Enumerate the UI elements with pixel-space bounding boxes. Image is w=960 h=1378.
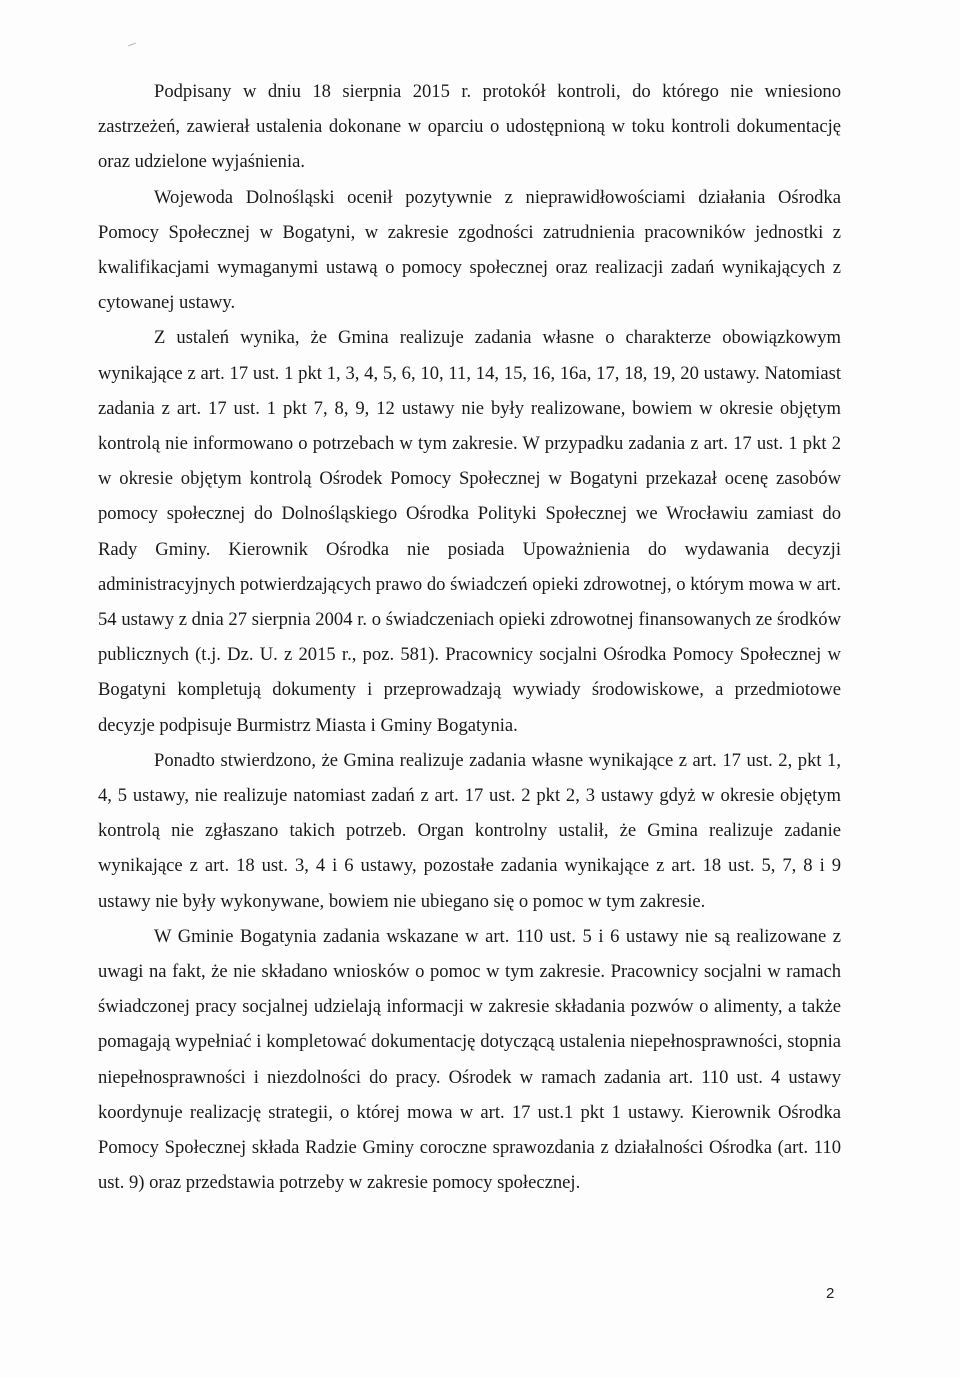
paragraph-bogatynia-tasks: W Gminie Bogatynia zadania wskazane w art. 110 ust. 5 i 6 ustawy nie są realizowane z uwagi na fakt, że nie składano wniosków o pomoc w tym zakresie. Pracownicy socjalni w ramach świadczonej pracy socjalnej udzielają informacji w zakresie składania pozwów o alimenty, a także pomagają wypełniać i kompletować dokumentację dotyczącą ustalenia niepełnosprawności, stopnia niepełnosprawności i niezdolności do pracy. Ośrodek w ramach zadania art. 110 ust. 4 ustawy koordynuje realizację strategii, o której mowa w art. 17 ust.1 pkt 1 ustawy. Kierownik Ośrodka Pomocy Społecznej składa Radzie Gminy coroczne sprawozdania z działalności Ośrodka (art. 110 ust. 9) oraz przedstawia potrzeby w zakresie pomocy społecznej. [98, 925, 841, 1194]
document-body [98, 74, 841, 1201]
paragraph-assessment: Wojewoda Dolnośląski ocenił pozytywnie z nieprawidłowościami działania Ośrodka Pomocy Społecznej w Bogatyni, w zakresie zgodności zatrudnienia pracowników jednostki z kwalifikacjami wymaganymi ustawą o pomocy społecznej oraz realizacji zadań wynikających z cytowanej ustawy. [98, 186, 841, 314]
paragraph-signature-note: Podpisany w dniu 18 sierpnia 2015 r. protokół kontroli, do którego nie wniesiono zastrzeżeń, zawierał ustalenia dokonane w oparciu o udostępnioną w toku kontroli dokumentację oraz udzielone wyjaśnienia. [98, 81, 841, 173]
paragraph-findings: Z ustaleń wynika, że Gmina realizuje zadania własne o charakterze obowiązkowym wynikające z art. 17 ust. 1 pkt 1, 3, 4, 5, 6, 10, 11, 14, 15, 16, 16a, 17, 18, 19, 20 ustawy. Natomiast zadania z art. 17 ust. 1 pkt 7, 8, 9, 12 ustawy nie były realizowane, bowiem w okresie objętym kontrolą nie informowano o potrzebach w tym zakresie. W przypadku zadania z art. 17 ust. 1 pkt 2 w okresie objętym kontrolą Ośrodek Pomocy Społecznej w Bogatyni przekazał ocenę zasobów pomocy społecznej do Dolnośląskiego Ośrodka Polityki Społecznej we Wrocławiu zamiast do Rady Gminy. Kierownik Ośrodka nie posiada Upoważnienia do wydawania decyzji administracyjnych potwierdzających prawo do świadczeń opieki zdrowotnej, o którym mowa w art. 54 ustawy z dnia 27 sierpnia 2004 r. o świadczeniach opieki zdrowotnej finansowanych ze środków publicznych (t.j. Dz. U. z 2015 r., poz. 581). Pracownicy socjalni Ośrodka Pomocy Społecznej w Bogatyni kompletują dokumenty i przeprowadzają wywiady środowiskowe, a przedmiotowe decyzje podpisuje Burmistrz Miasta i Gminy Bogatynia. [98, 327, 841, 736]
paragraph-additional-findings: Ponadto stwierdzono, że Gmina realizuje zadania własne wynikające z art. 17 ust. 2, pkt 1, 4, 5 ustawy, nie realizuje natomiast zadań z art. 17 ust. 2 pkt 2, 3 ustawy gdyż w okresie objętym kontrolą nie zgłaszano takich potrzeb. Organ kontrolny ustalił, że Gmina realizuje zadanie wynikające z art. 18 ust. 3, 4 i 6 ustawy, pozostałe zadania wynikające z art. 18 ust. 5, 7, 8 i 9 ustawy nie były wykonywane, bowiem nie ubiegano się o pomoc w tym zakresie. [98, 749, 841, 912]
scan-artifact [128, 43, 136, 47]
page-number: 2 [826, 1285, 835, 1302]
